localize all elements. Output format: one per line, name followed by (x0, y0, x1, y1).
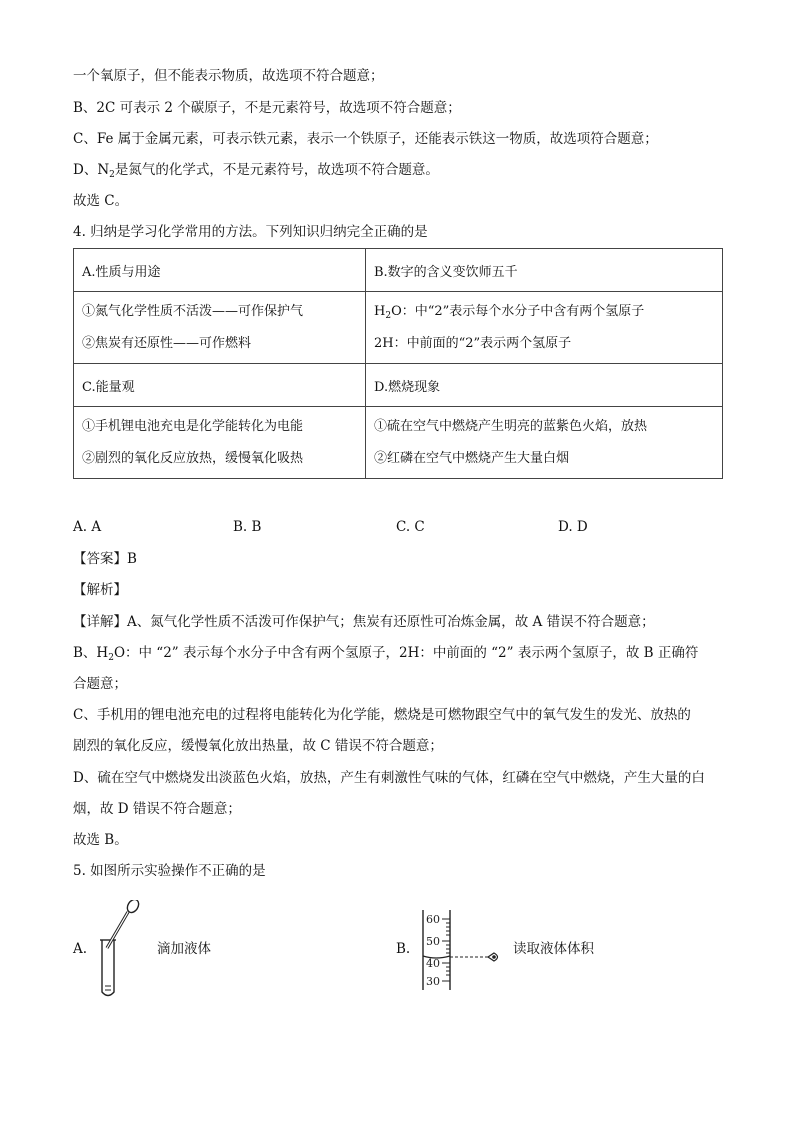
graduated-cylinder-figure (418, 908, 508, 994)
knowledge-table (73, 248, 723, 479)
table-header-d: D.燃烧现象 (366, 364, 723, 407)
scale-tick-label: 40 (426, 957, 440, 970)
option-a-caption: 滴加液体 (157, 941, 211, 957)
option-b: B. B (233, 519, 262, 535)
option-b-caption: 读取液体体积 (513, 941, 594, 957)
detail-tag: 【详解】 (73, 614, 127, 630)
detail-line: 剧烈的氧化反应，缓慢氧化放出热量，故 C 错误不符合题意； (73, 738, 443, 754)
detail-line (73, 643, 698, 663)
detail-line: 合题意； (73, 676, 127, 692)
subscript: 2 (385, 310, 392, 321)
answer-tag: 【答案】 (73, 551, 127, 567)
scale-tick-label: 60 (426, 913, 440, 926)
text-line: B、2C 可表示 2 个碳原子，不是元素符号，故选项不符合题意； (73, 100, 461, 116)
table-header-b: B.数字的含义变饮师五千 (366, 249, 723, 292)
table-cell-c (74, 407, 366, 479)
text-fragment: B、H (73, 645, 109, 661)
text-line: 一个氧原子，但不能表示物质，故选项不符合题意； (73, 68, 384, 84)
cell-line: ①手机锂电池充电是化学能转化为电能 (82, 418, 304, 434)
cell-line: ②焦炭有还原性——可作燃料 (82, 335, 252, 351)
conclusion-line: 故选 B。 (73, 832, 128, 848)
cell-line: ②红磷在空气中燃烧产生大量白烟 (374, 450, 570, 466)
scale-marks (442, 919, 450, 981)
text-fragment: O：中 “2” 表示每个水分子中含有两个氢原子，2H：中前面的 “2” 表示两个氢原子，故 B 正确符 (113, 645, 699, 661)
answer-line (73, 549, 137, 569)
text-fragment: H (374, 303, 386, 319)
eye-pupil (492, 955, 496, 959)
option-a: A. A (73, 519, 102, 535)
option-d: D. D (558, 519, 588, 535)
dropper-test-tube-figure (92, 900, 142, 1002)
subscript: 2 (109, 170, 115, 180)
answer-value: B (127, 551, 137, 567)
text-line (73, 160, 439, 180)
detail-line: D、硫在空气中燃烧发出淡蓝色火焰，放热，产生有刺激性气味的气体，红磷在空气中燃烧，产生大量的白 (73, 770, 705, 786)
table-header-c: C.能量观 (74, 364, 366, 407)
table-cell-a (74, 292, 366, 364)
text-line: 故选 C。 (73, 193, 129, 209)
question-stem: 4. 归纳是学习化学常用的方法。下列知识归纳完全正确的是 (73, 224, 428, 240)
cell-line: ①硫在空气中燃烧产生明亮的蓝紫色火焰，放热 (374, 418, 648, 434)
table-cell-b (366, 292, 723, 364)
analysis-tag: 【解析】 (73, 582, 127, 598)
cell-line (374, 296, 714, 328)
table-header-a: A.性质与用途 (74, 249, 366, 292)
text-fragment: D、N (73, 162, 110, 178)
text-line: C、Fe 属于金属元素，可表示铁元素，表示一个铁原子，还能表示铁这一物质，故选项符合题意； (73, 131, 658, 147)
option-c: C. C (396, 519, 425, 535)
scale-tick-label: 50 (426, 935, 440, 948)
option-a-label: A. (73, 941, 88, 957)
detail-line (73, 612, 655, 632)
text-fragment: 是氮气的化学式，不是元素符号，故选项不符合题意。 (114, 162, 439, 178)
text-fragment: O：中“2”表示每个水分子中含有两个氢原子 (391, 303, 645, 319)
text-fragment: A、氮气化学性质不活泼可作保护气；焦炭有还原性可冶炼金属，故 A 错误不符合题意； (127, 614, 655, 630)
cell-line: ①氮气化学性质不活泼——可作保护气 (82, 303, 304, 319)
table-cell-d (366, 407, 723, 479)
question-stem: 5. 如图所示实验操作不正确的是 (73, 863, 266, 879)
option-b-label: B. (396, 941, 411, 957)
detail-line: C、手机用的锂电池充电的过程将电能转化为化学能，燃烧是可燃物跟空气中的氧气发生的发光、放热的 (73, 707, 691, 723)
detail-line: 烟，故 D 错误不符合题意； (73, 801, 241, 817)
scale-tick-label: 30 (426, 975, 440, 988)
cell-line: ②剧烈的氧化反应放热，缓慢氧化吸热 (82, 450, 304, 466)
subscript: 2 (108, 653, 114, 663)
cell-line: 2H：中前面的“2”表示两个氢原子 (374, 335, 572, 351)
